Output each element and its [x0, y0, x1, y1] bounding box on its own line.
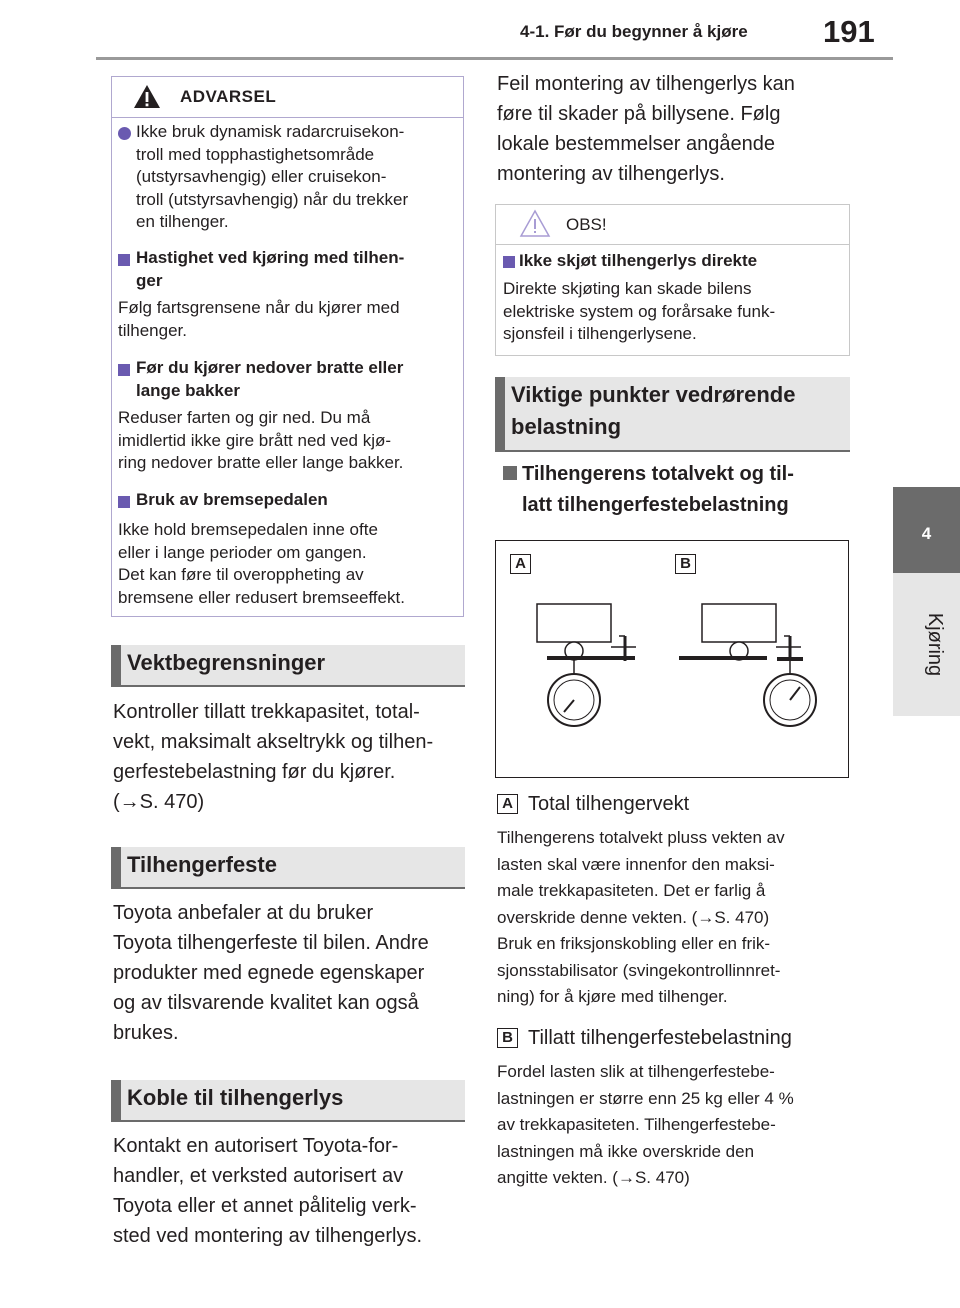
header-rule [96, 57, 893, 60]
warning-sub-title: Hastighet ved kjøring med tilhen- ger [136, 248, 405, 290]
item-b-text: Fordel lasten slik at tilhengerfestebe- lastningen er større enn 25 kg eller 4 % av trekkapasiteten. Tilhengerfestebe- lastningen må ikke overskride den angitte vekten. (→S. 470) [497, 1062, 794, 1187]
page-number: 191 [823, 14, 875, 49]
bullet-icon [503, 466, 517, 480]
bullet-icon [118, 254, 130, 266]
item-b-title: Tillatt tilhengerfestebelastning [528, 1027, 792, 1049]
chapter-tab-number: 4 [893, 487, 960, 573]
hitch-paragraph: Toyota anbefaler at du bruker Toyota tilhengerfeste til bilen. Andre produkter med egnede egenskaper og av tilsvarende kvalitet kan også brukes. [113, 902, 429, 1044]
caution-triangle-icon [519, 209, 551, 238]
warning-triangle-icon [133, 84, 161, 109]
bullet-icon [503, 256, 515, 268]
section-heading-lights: Koble til tilhengerlys [111, 1080, 465, 1122]
warning-bullet-text: Ikke bruk dynamisk radarcruisekon- troll med topphastighetsområde (utstyrsavhengig) eller cruisekon- troll (utstyrsavhengig) når du trekker en tilhenger. [136, 122, 409, 231]
lights-paragraph: Kontakt en autorisert Toyota-for- handler, et verksted autorisert av Toyota eller et annet pålitelig verk- sted ved montering av tilhengerlys. [113, 1135, 423, 1247]
warning-title: ADVARSEL [180, 87, 277, 106]
item-label-b: B [497, 1028, 518, 1048]
figure-label-a: A [510, 554, 531, 574]
warning-header [112, 77, 463, 118]
warning-sub-title: Bruk av bremsepedalen [136, 490, 328, 509]
section-heading-weight: Vektbegrensninger [111, 645, 465, 687]
warning-sub-text: Ikke hold bremsepedalen inne ofte eller i lange perioder om gangen. Det kan føre til overoppheting av bremsene eller redusert bremseeffekt. [118, 520, 405, 607]
lights-continued-paragraph: Feil montering av tilhengerlys kan føre til skader på billysene. Følg lokale bestemmelser angående montering av tilhengerlys. [497, 73, 795, 185]
notice-text: Direkte skjøting kan skade bilens elektriske system og forårsake funk- sjonsfeil i tilhengerlysene. [503, 279, 776, 343]
warning-sub-title: Før du kjører nedover bratte eller lange bakker [136, 358, 404, 400]
notice-title: OBS! [566, 215, 607, 234]
chapter-tab-label: Kjøring [924, 612, 947, 677]
section-heading-load: Viktige punkter vedrørende belastning [495, 377, 850, 452]
section-title: 4-1. Før du begynner å kjøre [520, 22, 748, 41]
item-a-text: Tilhengerens totalvekt pluss vekten av lasten skal være innenfor den maksi- male trekkapasiteten. Det er farlig å overskride denne vekten. (→S. 470) Bruk en friksjonskobling eller en frik- sjonsstabilisator (svingekontrollinnret- ning) for å kjøre med tilhenger. [497, 828, 785, 1006]
figure-label-b: B [675, 554, 696, 574]
bullet-icon [118, 127, 131, 140]
trailer-scale-illustration [495, 540, 849, 778]
warning-sub-text: Følg fartsgrensene når du kjører med tilhenger. [118, 298, 400, 340]
load-sub-heading: Tilhengerens totalvekt og til- latt tilhengerfestebelastning [522, 463, 794, 516]
section-heading-hitch: Tilhengerfeste [111, 847, 465, 889]
bullet-icon [118, 364, 130, 376]
item-label-a: A [497, 794, 518, 814]
item-a-title: Total tilhengervekt [528, 793, 690, 815]
notice-sub-title: Ikke skjøt tilhengerlys direkte [519, 251, 758, 270]
chapter-tab [893, 573, 960, 716]
warning-sub-text: Reduser farten og gir ned. Du må imidlertid ikke gire brått ned ved kjø- ring nedover bratte eller lange bakker. [118, 408, 404, 472]
weight-paragraph: Kontroller tillatt trekkapasitet, total- vekt, maksimalt akseltrykk og tilhen- gerfestebelastning før du kjører. (→S. 470) [113, 701, 434, 813]
bullet-icon [118, 496, 130, 508]
